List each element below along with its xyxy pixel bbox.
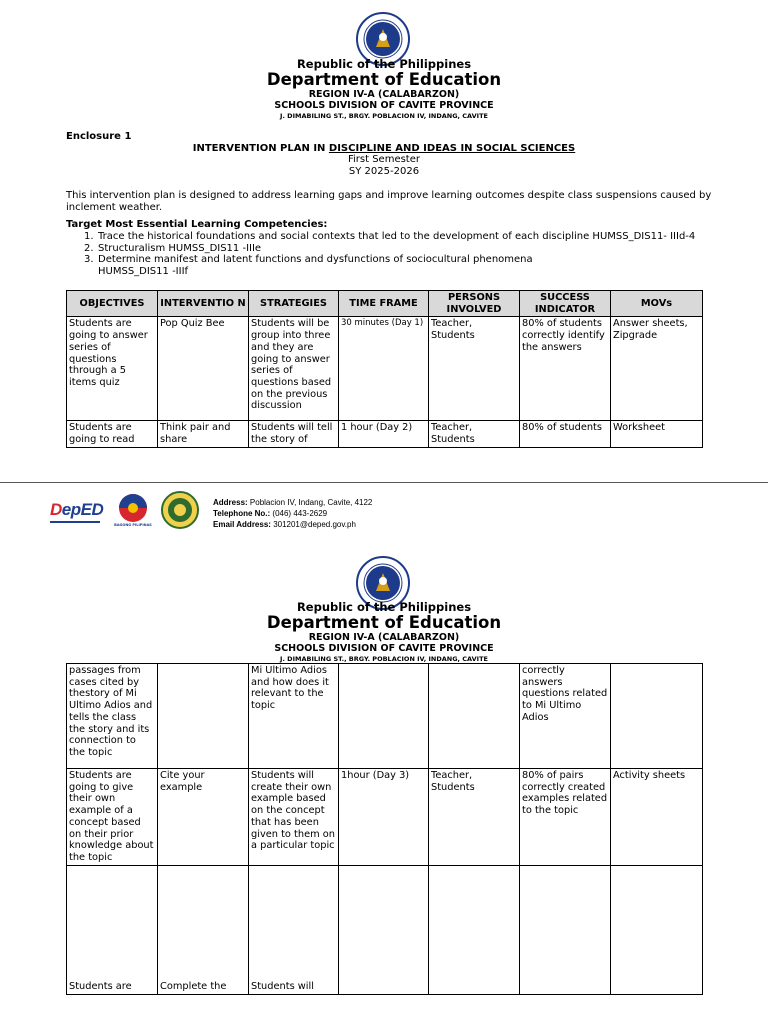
intro-paragraph: This intervention plan is designed to address learning gaps and improve learning outcomes despite class suspensions caused by inclement weather. [66, 190, 712, 213]
intervention-table-page1 [66, 290, 703, 448]
table-cell [339, 664, 429, 769]
office-address: J. DIMABILING ST., BRGY. POBLACION IV, INDANG, CAVITE [280, 112, 488, 120]
region-heading: REGION IV-A (CALABARZON) [308, 89, 460, 100]
email-label: Email Address: [213, 520, 271, 529]
table-cell: Teacher, Students [429, 769, 520, 866]
school-year-label: SY 2025-2026 [348, 166, 420, 177]
table-cell: Activity sheets [611, 769, 703, 866]
table-cell: Students will [249, 865, 339, 994]
table-cell: Students are [67, 865, 158, 994]
division-heading: SCHOOLS DIVISION OF CAVITE PROVINCE [274, 100, 494, 111]
column-header: PERSONS INVOLVED [429, 291, 520, 317]
table-cell: Answer sheets, Zipgrade [611, 317, 703, 421]
competency-text: Structuralism HUMSS_DIS11 -IIIe [98, 242, 262, 254]
plan-title [0, 143, 768, 154]
table-cell: correctly answers questions related to Mi Ultimo Adios [520, 664, 611, 769]
table-cell: Students will create their own example based on the concept that has been given to them on a particular topic [249, 769, 339, 866]
intervention-table-page2 [66, 663, 703, 995]
footer-email [213, 519, 372, 530]
table-cell: Students will tell the story of [249, 421, 339, 447]
table-row [67, 769, 703, 866]
competency-text: HUMSS_DIS11 -IIIf [98, 266, 189, 278]
table-cell: 80% of pairs correctly created examples related to the topic [520, 769, 611, 866]
email-value: 301201@deped.gov.ph [273, 520, 356, 529]
table-cell [520, 865, 611, 994]
competencies-heading: Target Most Essential Learning Competencies: [66, 219, 328, 230]
table-cell: 1 hour (Day 2) [339, 421, 429, 447]
table-cell [339, 865, 429, 994]
table-row [67, 865, 703, 994]
phone-value: (046) 443-2629 [272, 509, 328, 518]
contact-block [213, 497, 372, 530]
table-cell: Pop Quiz Bee [158, 317, 249, 421]
table-cell: passages from cases cited by thestory of Mi Ultimo Adios and tells the class the story and its connection to the topic [67, 664, 158, 769]
competency-item: 3. Determine manifest and latent functions and dysfunctions of sociocultural phenomena [84, 254, 533, 266]
plan-title-prefix: INTERVENTION PLAN IN [192, 143, 329, 154]
footer-address [213, 497, 372, 508]
table-cell: Complete the [158, 865, 249, 994]
phone-label: Telephone No.: [213, 509, 271, 518]
republic-heading: Republic of the Philippines [296, 57, 472, 71]
republic-heading: Republic of the Philippines [296, 600, 472, 614]
bagong-pilipinas-text: BAGONG PILIPINAS [114, 523, 152, 527]
table-cell [429, 865, 520, 994]
competency-item: 2. Structuralism HUMSS_DIS11 -IIIe [84, 242, 262, 254]
table-cell: Worksheet [611, 421, 703, 447]
region-heading: REGION IV-A (CALABARZON) [308, 632, 460, 643]
competency-item: 1. Trace the historical foundations and social contexts that led to the development of each discipline HUMSS_DIS11- IIId-4 [84, 231, 696, 242]
address-value: Poblacion IV, Indang, Cavite, 4122 [249, 498, 373, 507]
table-cell: Students are going to answer series of questions through a 5 items quiz [67, 317, 158, 421]
enclosure-label: Enclosure 1 [66, 131, 132, 142]
table-row [67, 664, 703, 769]
department-title: Department of Education [266, 613, 502, 632]
table-cell [429, 664, 520, 769]
column-header: MOVs [611, 291, 703, 317]
column-header: SUCCESS INDICATOR [520, 291, 611, 317]
table-cell: 1hour (Day 3) [339, 769, 429, 866]
table-row [67, 317, 703, 421]
table-cell [611, 664, 703, 769]
department-title: Department of Education [266, 70, 502, 89]
deped-logo: DepED [50, 500, 106, 530]
table-cell: 30 minutes (Day 1) [339, 317, 429, 421]
office-address: J. DIMABILING ST., BRGY. POBLACION IV, INDANG, CAVITE [280, 655, 488, 663]
table-cell: Think pair and share [158, 421, 249, 447]
column-header: TIME FRAME [339, 291, 429, 317]
plan-title-subject: DISCIPLINE AND IDEAS IN SOCIAL SCIENCES [328, 143, 576, 154]
page-divider [0, 482, 768, 483]
column-header: OBJECTIVES [67, 291, 158, 317]
competency-list [84, 231, 724, 278]
footer-phone [213, 508, 372, 519]
competency-text: Determine manifest and latent functions and dysfunctions of sociocultural phenomena [98, 254, 533, 266]
column-header: STRATEGIES [249, 291, 339, 317]
table-cell: Students are going to read [67, 421, 158, 447]
competency-item [84, 266, 724, 278]
table-cell: Teacher, Students [429, 421, 520, 447]
competency-text: Trace the historical foundations and social contexts that led to the development of each discipline HUMSS_DIS11- IIId-4 [98, 231, 696, 242]
address-label: Address: [213, 498, 248, 507]
division-heading: SCHOOLS DIVISION OF CAVITE PROVINCE [274, 643, 494, 654]
table-cell [611, 865, 703, 994]
semester-label: First Semester [347, 154, 420, 165]
table-cell: 80% of students [520, 421, 611, 447]
table-cell: Students will be group into three and they are going to answer series of questions based on the previous discussion [249, 317, 339, 421]
column-header: INTERVENTIO N [158, 291, 249, 317]
table-cell: Cite your example [158, 769, 249, 866]
table-header-row [67, 291, 703, 317]
school-seal-icon [161, 491, 199, 529]
table-cell [158, 664, 249, 769]
table-cell: 80% of students correctly identify the answers [520, 317, 611, 421]
bagong-pilipinas-logo [114, 491, 152, 529]
table-cell: Teacher, Students [429, 317, 520, 421]
table-row [67, 421, 703, 447]
table-cell: Mi Ultimo Adios and how does it relevant to the topic [249, 664, 339, 769]
table-cell: Students are going to give their own example of a concept based on their prior knowledge about the topic [67, 769, 158, 866]
